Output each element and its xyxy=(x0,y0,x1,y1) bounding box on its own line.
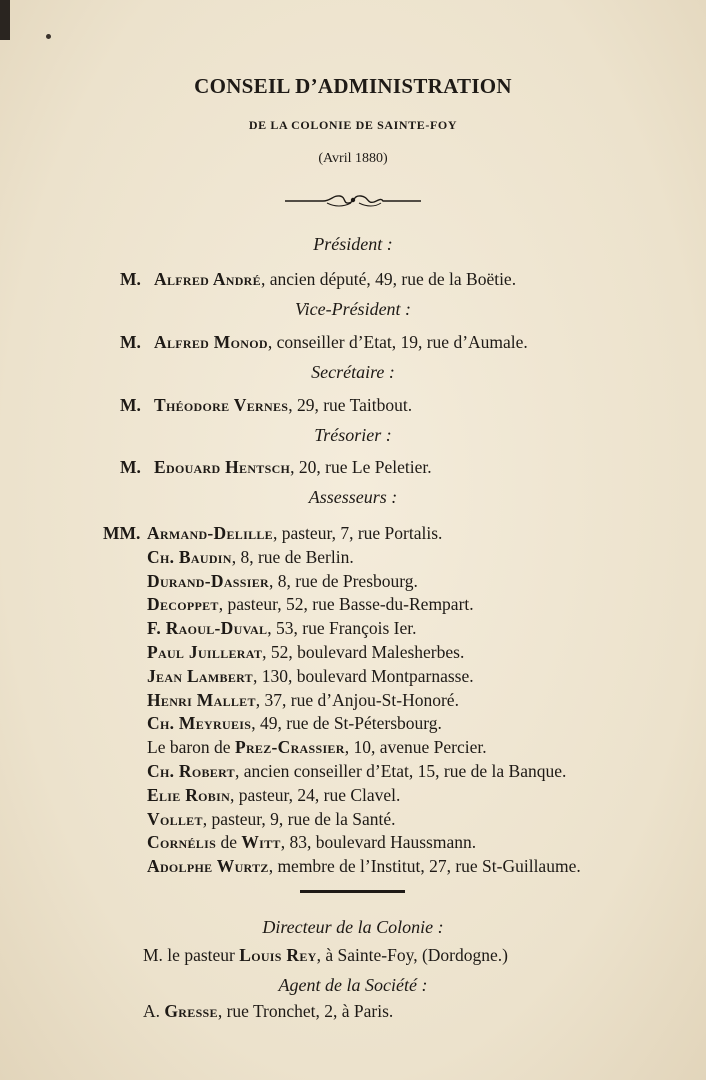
assesseur-row xyxy=(147,666,474,687)
member-name: Ch. Meyrueis xyxy=(147,713,252,733)
member-particle: de xyxy=(216,832,242,852)
member-president xyxy=(120,269,516,290)
member-details: , 83, boulevard Haussmann. xyxy=(280,832,477,852)
assesseur-row xyxy=(147,690,459,711)
member-details: , 52, boulevard Malesherbes. xyxy=(262,642,465,662)
member-name: Cornélis xyxy=(147,832,217,852)
assesseur-row xyxy=(147,594,474,615)
member-prefix: M. xyxy=(120,395,141,415)
member-name: Armand-Delille xyxy=(147,523,273,543)
role-agent: Agent de la Société : xyxy=(278,975,428,995)
member-name: Alfred Monod xyxy=(154,332,268,352)
member-details: , membre de l’Institut, 27, rue St-Guillaume. xyxy=(268,856,581,876)
member-details: , 37, rue d’Anjou-St-Honoré. xyxy=(255,690,459,710)
member-name: Witt xyxy=(241,832,281,852)
role-vice-president: Vice-Président : xyxy=(294,299,412,319)
member-name: Gresse xyxy=(164,1001,218,1021)
member-details: , ancien député, 49, rue de la Boëtie. xyxy=(260,269,517,289)
member-details: , ancien conseiller d’Etat, 15, rue de la Banque. xyxy=(234,761,567,781)
assesseurs-prefix: MM. xyxy=(103,523,141,543)
page-title: CONSEIL D’ADMINISTRATION xyxy=(194,74,512,98)
member-name: Alfred André xyxy=(154,269,261,289)
section-rule xyxy=(300,890,405,893)
document-date: (Avril 1880) xyxy=(318,151,388,166)
assesseur-row xyxy=(147,832,476,853)
member-prefix: M. xyxy=(120,332,141,352)
member-details: , 49, rue de St-Pétersbourg. xyxy=(251,713,442,733)
member-name: Ch. Baudin xyxy=(147,547,232,567)
assesseur-row xyxy=(147,523,442,544)
member-name: Durand-Dassier xyxy=(147,571,269,591)
member-details: , 8, rue de Berlin. xyxy=(231,547,354,567)
assesseur-row xyxy=(147,713,442,734)
member-name: Vollet xyxy=(147,809,203,829)
member-details: , 29, rue Taitbout. xyxy=(288,395,413,415)
ornament-divider-icon xyxy=(283,188,423,212)
member-details: , pasteur, 9, rue de la Santé. xyxy=(202,809,396,829)
role-directeur: Directeur de la Colonie : xyxy=(262,917,444,937)
member-details: , 130, boulevard Montparnasse. xyxy=(252,666,474,686)
member-details: , à Sainte-Foy, (Dordogne.) xyxy=(316,945,508,965)
page-subtitle: DE LA COLONIE DE SAINTE-FOY xyxy=(248,118,458,132)
ink-dot xyxy=(46,34,51,39)
assesseur-row xyxy=(147,785,400,806)
member-name: Adolphe Wurtz xyxy=(147,856,269,876)
member-details: , rue Tronchet, 2, à Paris. xyxy=(217,1001,394,1021)
member-agent xyxy=(143,1001,393,1022)
member-prefix: M. le pasteur xyxy=(143,945,240,965)
member-directeur xyxy=(143,945,508,966)
assesseur-row xyxy=(147,809,396,830)
member-details: , 10, avenue Percier. xyxy=(344,737,487,757)
binding-edge-mark xyxy=(0,0,10,40)
member-details: , conseiller d’Etat, 19, rue d’Aumale. xyxy=(267,332,528,352)
assesseur-row xyxy=(147,761,566,782)
member-details: , 53, rue François Ier. xyxy=(267,618,417,638)
member-vice-president xyxy=(120,332,528,353)
role-secretaire: Secrétaire : xyxy=(311,362,395,382)
member-name: Prez-Crassier xyxy=(234,737,345,757)
member-prefix: M. xyxy=(120,457,141,477)
member-name: Henri Mallet xyxy=(147,690,256,710)
role-president: Président : xyxy=(313,234,393,254)
member-name: Edouard Hentsch xyxy=(154,457,291,477)
member-secretaire xyxy=(120,395,412,416)
assesseur-row xyxy=(147,547,354,568)
member-name: Decoppet xyxy=(147,594,219,614)
member-name: Jean Lambert xyxy=(147,666,253,686)
member-tresorier xyxy=(120,457,432,478)
assesseur-row xyxy=(147,571,418,592)
assesseur-row xyxy=(147,737,487,758)
role-tresorier: Trésorier : xyxy=(314,425,392,445)
member-name: F. Raoul-Duval xyxy=(147,618,268,638)
assesseur-row xyxy=(147,618,416,639)
member-prefix: M. xyxy=(120,269,141,289)
member-prefix: Le baron de xyxy=(147,737,235,757)
member-name: Ch. Robert xyxy=(147,761,235,781)
member-name: Théodore Vernes xyxy=(154,395,289,415)
member-details: , 20, rue Le Peletier. xyxy=(290,457,432,477)
member-details: , pasteur, 52, rue Basse-du-Rempart. xyxy=(218,594,474,614)
member-details: , pasteur, 7, rue Portalis. xyxy=(272,523,443,543)
member-name: Elie Robin xyxy=(147,785,231,805)
member-details: , 8, rue de Presbourg. xyxy=(269,571,418,591)
assesseur-row xyxy=(147,642,464,663)
member-prefix: A. xyxy=(143,1001,165,1021)
member-name: Louis Rey xyxy=(239,945,317,965)
member-details: , pasteur, 24, rue Clavel. xyxy=(230,785,401,805)
assesseur-row xyxy=(147,856,581,877)
role-assesseurs: Assesseurs : xyxy=(308,487,398,507)
member-name: Paul Juillerat xyxy=(147,642,263,662)
